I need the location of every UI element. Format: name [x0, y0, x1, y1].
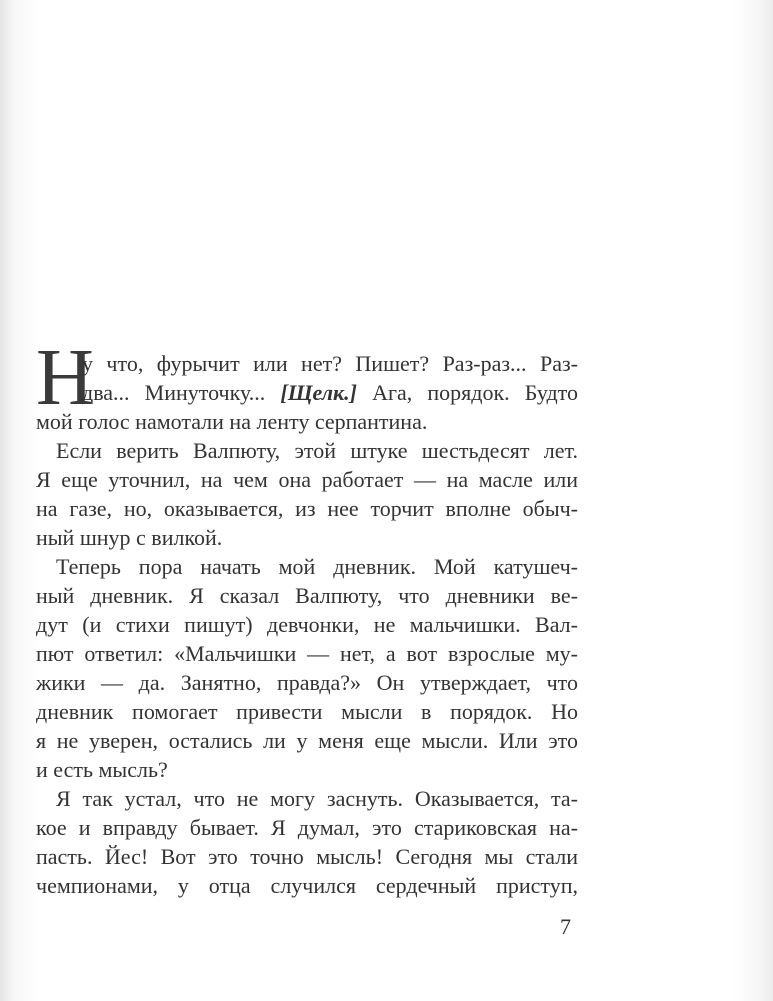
text-line: Я еще уточнил, на чем она работает — на масле или — [36, 467, 578, 492]
text-line: жики — да. Занятно, правда?» Он утверждает, что — [36, 670, 578, 695]
text-line: Если верить Валпюту, этой штуке шестьдесят лет. — [56, 438, 578, 463]
page-number: 7 — [560, 914, 571, 939]
text-line: дут (и стихи пишут) девчонки, не мальчишки. Вал- — [36, 612, 578, 637]
drop-cap: Н — [36, 334, 94, 422]
text-line: мой голос намотали на ленту серпантина. — [36, 409, 428, 434]
text-line: пют ответил: «Мальчишки — нет, а вот взрослые му- — [36, 641, 578, 666]
text-span: Ага, порядок. Будто — [356, 380, 578, 405]
text-line: ный дневник. Я сказал Валпюту, что дневники ве- — [36, 583, 578, 608]
text-line: Теперь пора начать мой дневник. Мой катушеч- — [56, 554, 578, 579]
text-line — [36, 378, 578, 407]
text-line: дневник помогает привести мысли в порядок. Но — [36, 699, 578, 724]
text-line: кое и вправду бывает. Я думал, это стариковская на- — [36, 815, 578, 840]
text-line: пасть. Йес! Вот это точно мысль! Сегодня мы стали — [36, 844, 578, 869]
text-line: чемпионами, у отца случился сердечный приступ, — [36, 873, 578, 898]
text-span: два... Минуточку... — [82, 380, 281, 405]
text-line: у что, фурычит или нет? Пишет? Раз-раз... Раз- — [82, 351, 578, 376]
text-line: ный шнур с вилкой. — [36, 525, 223, 550]
sound-effect: [Щелк.] — [280, 380, 357, 405]
text-line: я не уверен, остались ли у меня еще мысли. Или это — [36, 728, 578, 753]
text-line: Я так устал, что не могу заснуть. Оказывается, та- — [56, 786, 578, 811]
text-line: и есть мысль? — [36, 757, 168, 782]
body-text — [36, 349, 578, 900]
text-line: на газе, но, оказывается, из нее торчит вполне обыч- — [36, 496, 578, 521]
